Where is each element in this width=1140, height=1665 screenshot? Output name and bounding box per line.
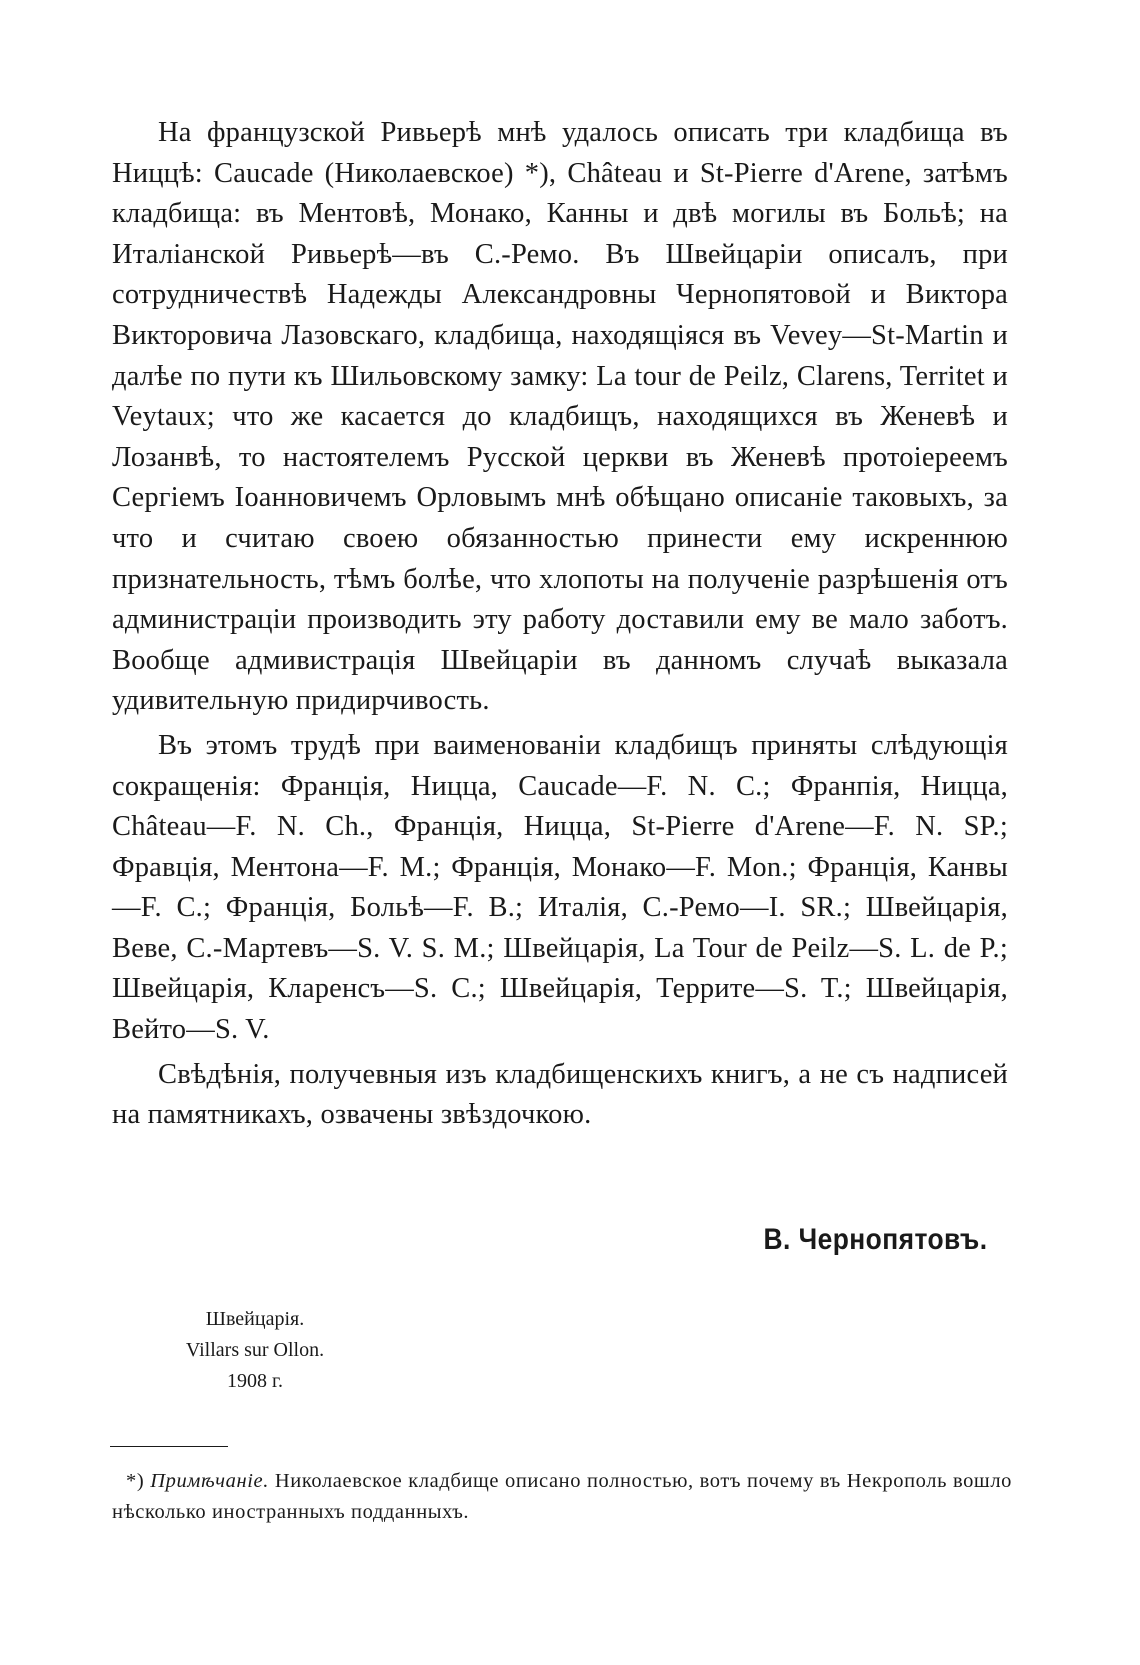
footnote-divider [110,1446,228,1447]
paragraph-asterisk-note: Свѣдѣнiя, получевныя изъ кладбищенскихъ книгъ, а не съ надписей на памятникахъ, озвачены звѣздочкою. [112,1058,1008,1131]
paragraph-riviera-cemeteries: На французской Ривьерѣ мнѣ удалось описать три кладбища въ Ниццѣ: Caucade (Николаевское) *), Château и St-Pierre d'Arene, затѣмъ кладбища: въ Ментовѣ, Монако, Канны и двѣ могилы въ Больѣ; на Италiанской Ривьерѣ—въ С.-Ремо. Въ Швейцарiи описалъ, при сотрудничествѣ Надежды Александровны Чернопятовой и Виктора Викторовича Лазовскаго, кладбища, находящiяся въ Vevey—St-Martin и далѣе по пути къ Шильовскому замку: La tour de Peilz, Clarens, Territet и Veytaux; что же касается до кладбищъ, находящихся въ Женевѣ и Лозанвѣ, то настоятелемъ Русской церкви въ Женевѣ протоiереемъ Сергiемъ Iоанновичемъ Орловымъ мнѣ обѣщано описанiе таковыхъ, за что и считаю своею обязанностью принести ему искреннюю признательность, тѣмъ болѣе, что хлопоты на полученiе разрѣшенiя отъ администрацiи производить эту работу доставили ему ве мало заботъ. Вообще адмивистрацiя Швейцарiи въ данномъ случаѣ выказала удивительную придирчивость. [112,117,1008,717]
author-signature: В. Чернопятовъ. [764,1223,988,1256]
place-year: 1908 г. [227,1370,283,1392]
place-and-date [155,1304,355,1397]
place-town: Villars sur Ollon. [185,1339,325,1361]
body-text [112,113,1008,1136]
footnote-marker: *) [126,1470,145,1492]
footnote-label: Примѣчанiе. [150,1470,269,1492]
paragraph-abbreviations: Въ этомъ трудѣ при ваименованiи кладбищъ приняты слѣдующiя сокращенiя: Францiя, Ницца, Caucade—F. N. C.; Франпiя, Ницца, Château—F. N. Ch., Францiя, Ницца, St-Pierre d'Arene—F. N. SP.; Фравцiя, Ментона—F. M.; Францiя, Монако—F. Mon.; Францiя, Канвы—F. C.; Францiя, Больѣ—F. B.; Италiя, С.-Ремо—I. SR.; Швейцарiя, Веве, С.-Мартевъ—S. V. S. M.; Швейцарiя, La Tour de Peilz—S. L. de P.; Швейцарiя, Кларенсъ—S. C.; Швейцарiя, Террите—S. T.; Швейцарiя, Вейто—S. V. [112,729,1008,1046]
footnote-text: Николаевское кладбище описано полностью, вотъ почему въ Некрополь вошло нѣсколько иностранныхъ подданныхъ. [112,1470,1012,1523]
footnote [112,1466,1012,1528]
place-country: Швейцарiя. [205,1308,305,1330]
